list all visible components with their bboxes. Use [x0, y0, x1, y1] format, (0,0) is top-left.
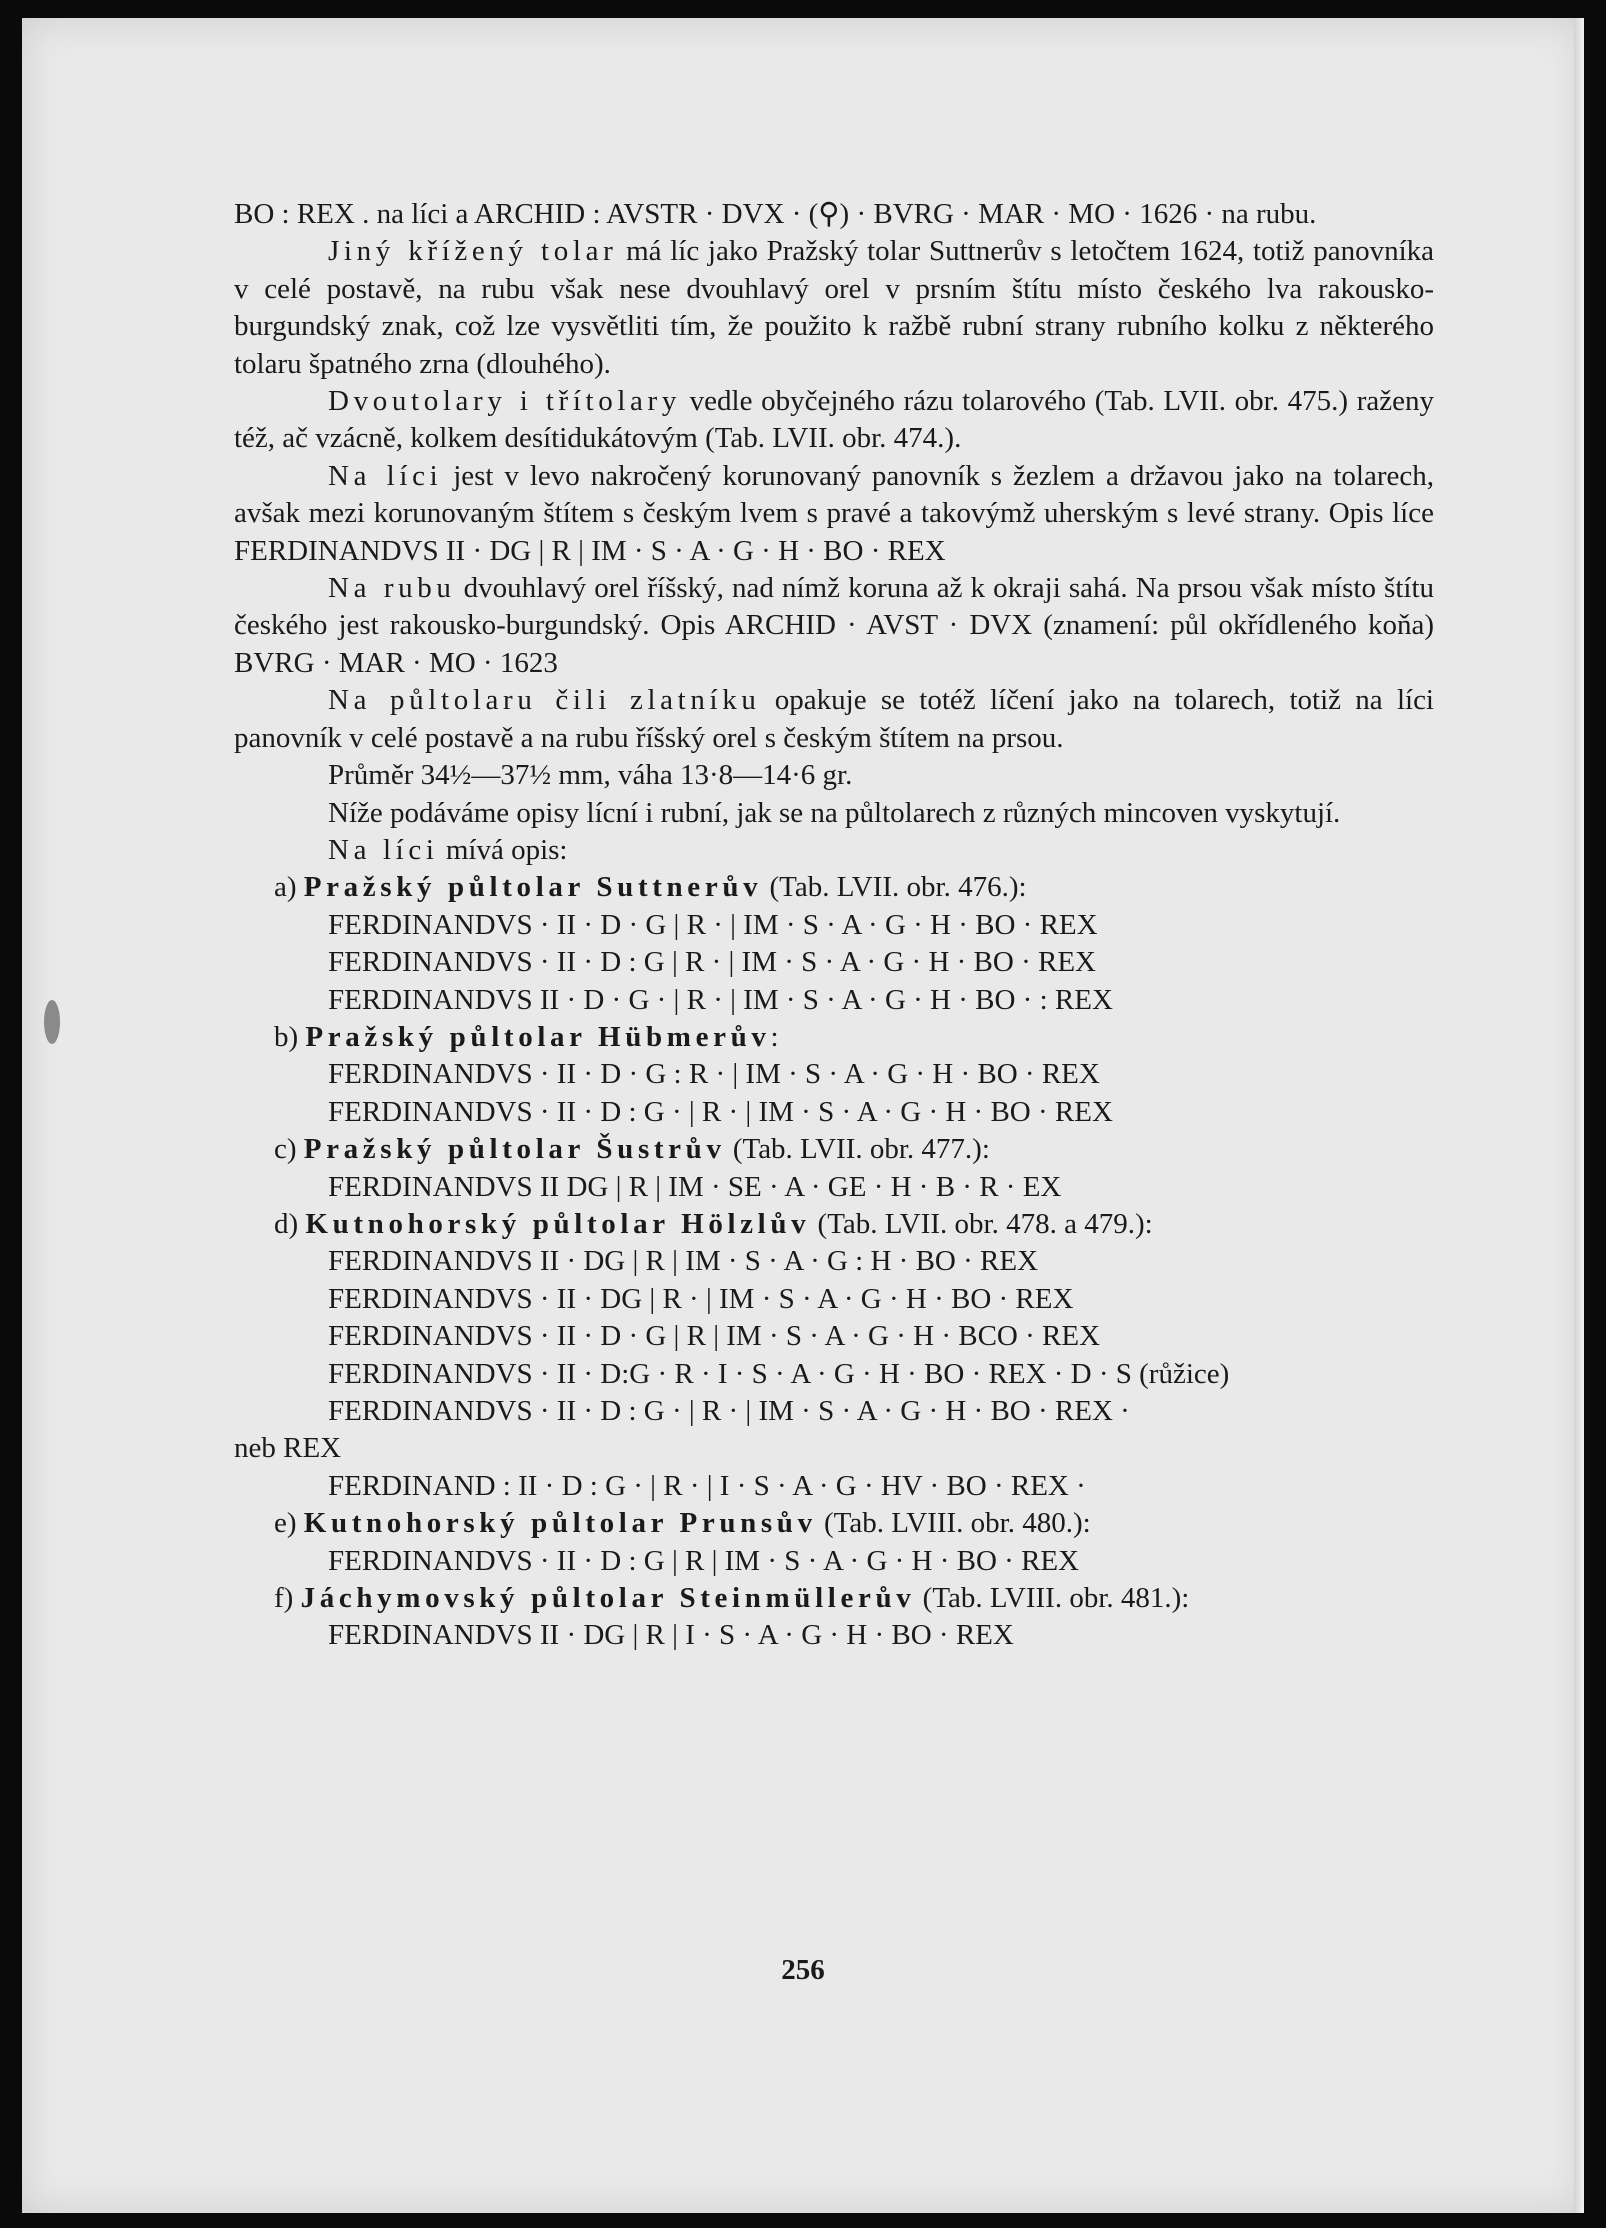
spaced-lead: Na půltolaru čili zlatníku [328, 684, 761, 717]
variant-prefix: neb [234, 1432, 276, 1465]
section-ref: : [770, 1020, 779, 1053]
section-marker: a) [274, 871, 297, 904]
section-marker: f) [274, 1582, 294, 1615]
paragraph-text: mívá opis: [438, 833, 568, 866]
section-title: Pražský půltolar Hübmerův [305, 1020, 771, 1053]
section-ref: (Tab. LVIII. obr. 480.): [816, 1507, 1091, 1540]
section-a-heading [234, 869, 1434, 906]
coin-legend: FERDINAND : II · D : G · | R · | I · S · A · G · HV · BO · REX · [328, 1469, 1086, 1502]
section-c-heading [234, 1131, 1434, 1168]
coin-legend: FERDINANDVS · II · D : G | R | IM · S · A · G · H · BO · REX [328, 1544, 1080, 1577]
coin-legend: FERDINANDVS · II · D · G | R · | IM · S · A · G · H · BO · REX [328, 908, 1098, 941]
section-title: Pražský půltolar Suttnerův [303, 871, 763, 904]
coin-legend: FERDINANDVS · II · DG | R · | IM · S · A · G · H · BO · REX [328, 1282, 1074, 1315]
paragraph-pultolar [234, 682, 1434, 757]
section-marker: d) [274, 1207, 299, 1240]
coin-legend: FERDINANDVS II · D · G · | R · | IM · S · A · G · H · BO · : REX [328, 983, 1113, 1016]
paragraph-text: dvouhlavý orel říšský, nad nímž koruna až k okraji sahá. Na prsou však místo štítu českého jest rakousko-burgundský. Opis ARCHID · AVST · DVX (znamení: půl okřídleného koňa) BVRG · MAR · MO · 1623 [234, 572, 1435, 679]
paragraph-na-lici-opis [234, 832, 1434, 869]
section-title: Jáchymovský půltolar Steinmüllerův [300, 1582, 916, 1615]
section-marker: e) [274, 1507, 297, 1540]
section-d-heading [234, 1206, 1434, 1243]
section-f-heading [234, 1580, 1434, 1617]
coin-legend-variant [234, 1430, 1434, 1467]
paragraph-dvoutolary [234, 383, 1434, 458]
coin-legend: FERDINANDVS II · DG | R | IM · S · A · G : H · BO · REX [328, 1245, 1039, 1278]
coin-legend: FERDINANDVS II · DG | R | I · S · A · G · H · BO · REX [328, 1619, 1014, 1652]
page-body [234, 196, 1434, 1655]
section-ref: (Tab. LVII. obr. 476.): [762, 871, 1027, 904]
section-title: Kutnohorský půltolar Hölzlův [305, 1207, 811, 1240]
page-edge [1574, 18, 1584, 2213]
paragraph-text: jest v levo nakročený korunovaný panovník s žezlem a državou jako na tolarech, avšak mezi korunovaným štítem s českým lvem s pravé a takovýmž uherským s levé strany. Opis líce FERDINANDVS II · DG | R | IM · S · A · G · H · BO · REX [234, 459, 1434, 567]
page-number: 256 [781, 1954, 825, 1986]
section-ref: (Tab. LVII. obr. 477.): [725, 1133, 990, 1166]
coin-legend: FERDINANDVS · II · D · G : R · | IM · S · A · G · H · BO · REX [328, 1058, 1100, 1091]
paragraph-text: vedle obyčejného rázu tolarového (Tab. LVII. obr. 475.) raženy též, ač vzácně, kolkem desítidukátovým (Tab. LVII. obr. 474.). [234, 385, 1434, 455]
book-page [22, 18, 1584, 2213]
paragraph-na-lici [234, 458, 1434, 570]
section-title: Kutnohorský půltolar Prunsův [303, 1507, 817, 1540]
section-b-heading [234, 1019, 1434, 1056]
paragraph-na-rubu [234, 570, 1434, 682]
section-ref: (Tab. LVII. obr. 478. a 479.): [810, 1207, 1153, 1240]
paragraph-text: opakuje se totéž líčení jako na tolarech, totiž na líci panovník v celé postavě a na rubu říšský orel s českým štítem na prsou. [234, 684, 1434, 754]
paragraph-text: má líc jako Pražský tolar Suttnerův s letočtem 1624, totiž panovníka v celé postavě, na rubu však nese dvouhlavý orel v prsním štítu místo českého lva rakousko-burgundský znak, což lze vysvětliti tím, že použito k ražbě rubní strany rubního kolku z některého tolaru špatného zrna (dlouhého). [234, 235, 1434, 380]
coin-legend: FERDINANDVS · II · D : G | R · | IM · S · A · G · H · BO · REX [328, 946, 1096, 979]
coin-legend: FERDINANDVS · II · D:G · R · I · S · A · G · H · BO · REX · D · S (růžice) [328, 1357, 1230, 1390]
coin-legend: FERDINANDVS · II · D : G · | R · | IM · S · A · G · H · BO · REX [328, 1095, 1113, 1128]
spaced-lead: Na rubu [328, 572, 456, 605]
paragraph-prumer: Průměr 34½—37½ mm, váha 13·8—14·6 gr. [328, 759, 853, 792]
coin-legend: FERDINANDVS · II · D : G · | R · | IM · S · A · G · H · BO · REX · [328, 1395, 1130, 1427]
variant-value: REX [283, 1432, 342, 1465]
paragraph-nize: Níže podáváme opisy lícní i rubní, jak se na půltolarech z různých mincoven vyskytují. [328, 796, 1341, 829]
section-marker: b) [274, 1020, 299, 1053]
section-marker: c) [274, 1133, 297, 1166]
spaced-lead: Na líci [328, 459, 443, 492]
section-ref: (Tab. LVIII. obr. 481.): [915, 1582, 1190, 1615]
paragraph-jiny-tolar [234, 233, 1434, 383]
section-title: Pražský půltolar Šustrův [303, 1133, 726, 1166]
spaced-lead: Jiný křížený tolar [328, 235, 618, 268]
coin-legend: FERDINANDVS II DG | R | IM · SE · A · GE · H · B · R · EX [328, 1170, 1062, 1203]
paragraph-continuation: BO : REX . na líci a ARCHID : AVSTR · DVX · (⚲) · BVRG · MAR · MO · 1626 · na rubu. [234, 198, 1317, 230]
spaced-lead: Dvoutolary i třítolary [328, 385, 681, 418]
coin-legend: FERDINANDVS · II · D · G | R | IM · S · A · G · H · BCO · REX [328, 1320, 1101, 1353]
section-e-heading [234, 1505, 1434, 1542]
spaced-lead: Na líci [328, 833, 439, 866]
ink-blot [44, 1000, 60, 1044]
